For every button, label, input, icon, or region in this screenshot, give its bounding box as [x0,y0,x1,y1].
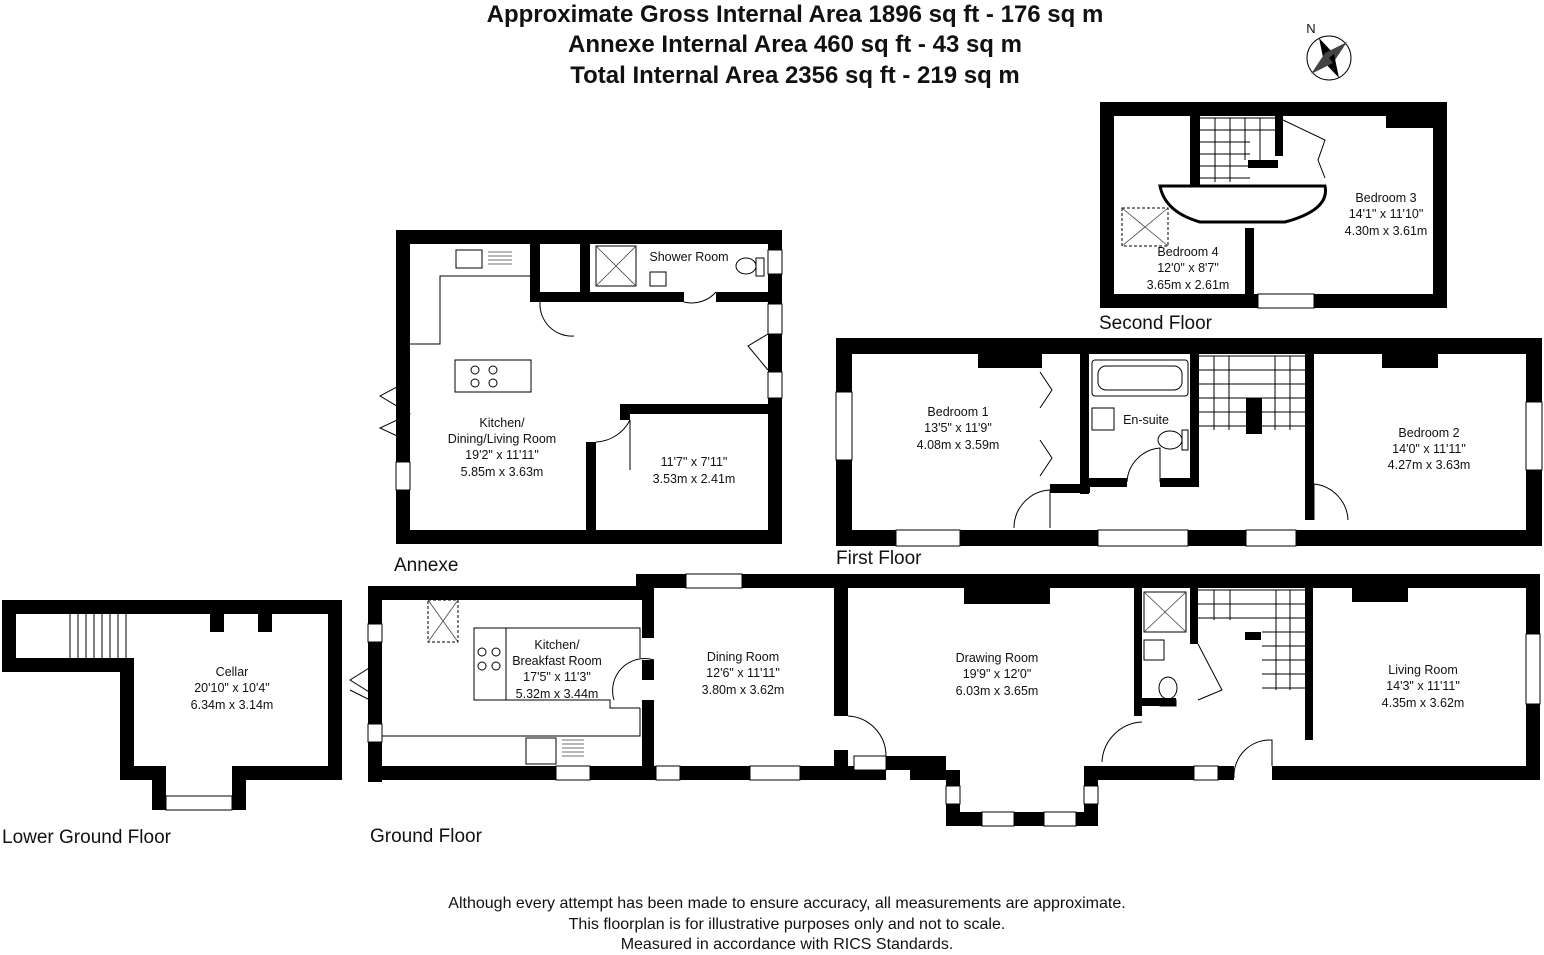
ground-floor-label: Ground Floor [370,826,482,847]
dining-room-metric: 3.80m x 3.62m [701,683,785,697]
bedroom-2-metric: 4.27m x 3.63m [1387,458,1471,472]
bedroom-4-imperial: 12'0" x 8'7" [1157,261,1219,275]
kitchen-breakfast-metric: 5.32m x 3.44m [515,687,599,701]
bedroom-3-name: Bedroom 3 [1355,191,1417,205]
shower-room-name: Shower Room [649,250,729,264]
bedroom-1-imperial: 13'5" x 11'9" [924,421,992,435]
bedroom-3-imperial: 14'1" x 11'10" [1348,207,1424,221]
disclaimer-scale: This floorplan is for illustrative purposes only and not to scale. [568,916,1006,933]
disclaimer-rics: Measured in accordance with RICS Standards. [620,936,954,953]
bedroom-2-name: Bedroom 2 [1398,426,1460,440]
cellar-metric: 6.34m x 3.14m [190,698,274,712]
en-suite-name: En-suite [1123,413,1169,427]
header-total-area: Total Internal Area 2356 sq ft - 219 sq m [570,62,1020,89]
cellar-imperial: 20'10" x 10'4" [194,681,270,695]
second-floor-label: Second Floor [1099,313,1213,334]
drawing-room-metric: 6.03m x 3.65m [955,684,1039,698]
annexe-room-imperial: 11'7" x 7'11" [660,455,728,469]
header-gross-area: Approximate Gross Internal Area 1896 sq ft - 176 sq m [486,1,1104,28]
annexe-kitchen-name-1: Kitchen/ [479,416,525,430]
bedroom-1-metric: 4.08m x 3.59m [916,438,1000,452]
drawing-room-name: Drawing Room [955,651,1039,665]
bedroom-4-metric: 3.65m x 2.61m [1146,278,1230,292]
living-room-imperial: 14'3" x 11'11" [1386,679,1460,693]
first-floor-plan [836,338,1542,546]
compass-north-label: N [1306,21,1316,36]
annexe-kitchen-metric: 5.85m x 3.63m [460,465,544,479]
dining-room-name: Dining Room [706,650,780,664]
compass-rose-icon [1306,21,1351,80]
header-annexe-area: Annexe Internal Area 460 sq ft - 43 sq m [568,31,1022,58]
annexe-room-metric: 3.53m x 2.41m [652,472,736,486]
lower-ground-floor-plan [2,600,342,810]
drawing-room-imperial: 19'9" x 12'0" [962,667,1032,681]
cellar-name: Cellar [215,665,249,679]
annexe-label: Annexe [394,555,459,576]
living-room-name: Living Room [1388,663,1458,677]
annexe-kitchen-imperial: 19'2" x 11'11" [465,448,539,462]
annexe-kitchen-name-2: Dining/Living Room [447,432,557,446]
bedroom-3-metric: 4.30m x 3.61m [1344,224,1428,238]
lower-ground-floor-label: Lower Ground Floor [2,827,171,848]
disclaimer-accuracy: Although every attempt has been made to ensure accuracy, all measurements are approximate. [448,895,1126,912]
dining-room-imperial: 12'6" x 11'11" [706,666,780,680]
kitchen-breakfast-imperial: 17'5" x 11'3" [523,670,591,684]
first-floor-label: First Floor [836,548,922,569]
annexe-plan [380,230,782,544]
kitchen-breakfast-name-2: Breakfast Room [512,654,602,668]
bedroom-2-imperial: 14'0" x 11'11" [1392,442,1466,456]
second-floor-plan [1100,102,1447,308]
living-room-metric: 4.35m x 3.62m [1381,696,1465,710]
bedroom-1-name: Bedroom 1 [927,405,989,419]
bedroom-4-name: Bedroom 4 [1157,245,1219,259]
kitchen-breakfast-name-1: Kitchen/ [534,638,580,652]
ground-floor-plan [350,574,1540,826]
